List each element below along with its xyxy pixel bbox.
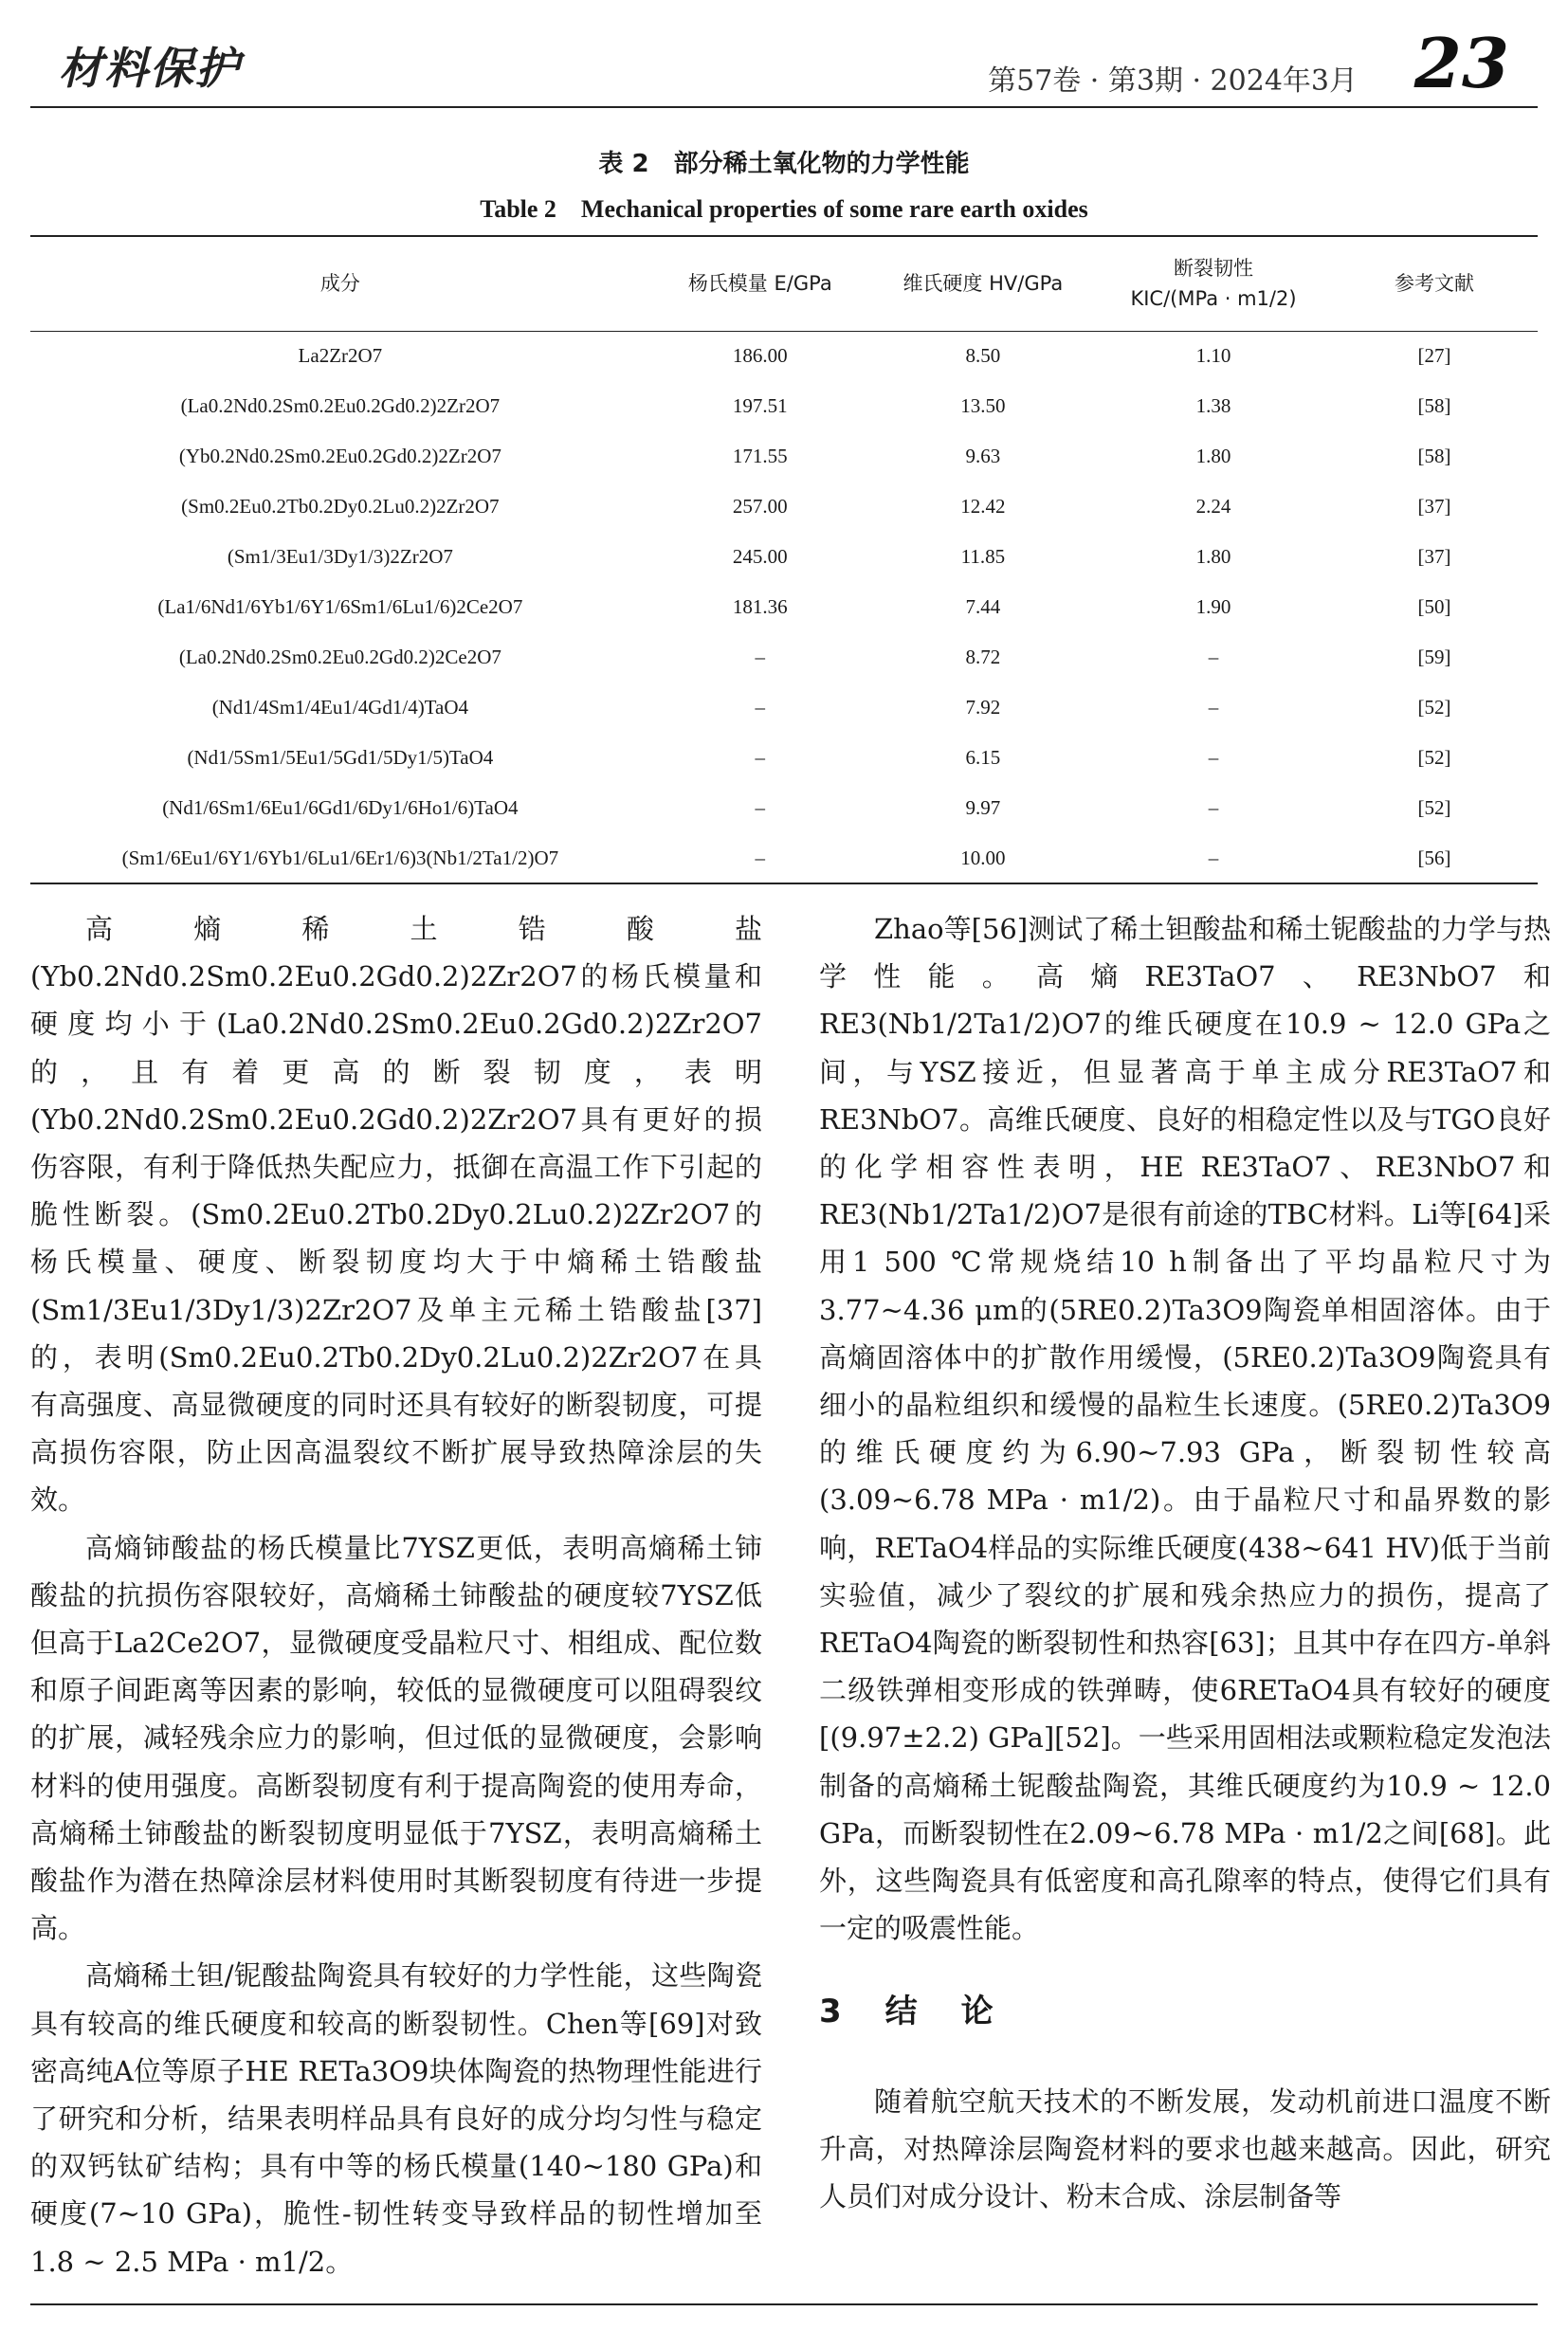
table-caption-en: Table 2 Mechanical properties of some rare earth oxides [480, 195, 1088, 223]
header-youngs-modulus: 杨氏模量 E/GPa [650, 236, 870, 331]
table-row [30, 381, 1538, 431]
cell-vickers-hardness: 9.63 [965, 445, 1001, 467]
cell-reference: [56] [1331, 833, 1538, 883]
right-column [819, 905, 1551, 2220]
cell-fracture-toughness: 2.24 [1195, 495, 1231, 518]
cell-youngs-modulus: 197.51 [732, 394, 788, 417]
table-header-row [30, 236, 1538, 331]
header-rule [30, 106, 1538, 108]
table-row [30, 331, 1538, 381]
cell-fracture-toughness: – [1208, 646, 1219, 668]
cell-youngs-modulus: – [755, 646, 765, 668]
paragraph: 高熵稀土锆酸盐(Yb0.2Nd0.2Sm0.2Eu0.2Gd0.2)2Zr2O7的杨氏模量和硬度均小于(La0.2Nd0.2Sm0.2Eu0.2Gd0.2)2Zr2O7的，且有着更高的断裂韧度，表明(Yb0.2Nd0.2Sm0.2Eu0.2Gd0.2)2Zr2O7具有更好的损伤容限，有利于降低热失配应力，抵御在高温工作下引起的脆性断裂。(Sm0.2Eu0.2Tb0.2Dy0.2Lu0.2)2Zr2O7的杨氏模量、硬度、断裂韧度均大于中熵稀土锆酸盐(Sm1/3Eu1/3Dy1/3)2Zr2O7及单主元稀土锆酸盐[37]的，表明(Sm0.2Eu0.2Tb0.2Dy0.2Lu0.2)2Zr2O7在具有高强度、高显微硬度的同时还具有较好的断裂韧度，可提高损伤容限，防止因高温裂纹不断扩展导致热障涂层的失效。 [30, 913, 762, 1517]
table-row [30, 833, 1538, 883]
cell-vickers-hardness: 13.50 [960, 394, 1006, 417]
header-fracture-toughness [1096, 236, 1331, 331]
cell-composition: (La0.2Nd0.2Sm0.2Eu0.2Gd0.2)2Ce2O7 [178, 646, 501, 668]
cell-youngs-modulus: 186.00 [732, 344, 788, 368]
left-column [30, 905, 762, 2285]
cell-fracture-toughness: – [1096, 833, 1331, 883]
cell-reference: [37] [1417, 545, 1451, 568]
cell-vickers-hardness: 7.44 [965, 595, 1001, 618]
table-row [30, 482, 1538, 532]
cell-fracture-toughness: – [1208, 796, 1219, 819]
cell-fracture-toughness: 1.90 [1195, 595, 1231, 618]
cell-composition: (Nd1/4Sm1/4Eu1/4Gd1/4)TaO4 [211, 696, 469, 719]
cell-reference: [37] [1417, 495, 1451, 518]
cell-fracture-toughness: – [1208, 746, 1219, 769]
cell-reference: [27] [1417, 344, 1451, 368]
cell-vickers-hardness: 8.72 [965, 646, 1001, 668]
cell-fracture-toughness: 1.80 [1195, 545, 1231, 568]
page-header [30, 21, 1538, 103]
paragraph: Zhao等[56]测试了稀土钽酸盐和稀土铌酸盐的力学与热学性能。高熵RE3TaO7、RE3NbO7和RE3(Nb1/2Ta1/2)O7的维氏硬度在10.9 ~ 12.0 GPa之间，与YSZ接近，但显著高于单主成分RE3TaO7和RE3NbO7。高维氏硬度、良好的相稳定性以及与TGO良好的化学相容性表明，HE RE3TaO7、RE3NbO7和RE3(Nb1/2Ta1/2)O7是很有前途的TBC材料。Li等[64]采用1 500 ℃常规烧结10 h制备出了平均晶粒尺寸为3.77~4.36 μm的(5RE0.2)Ta3O9陶瓷单相固溶体。由于高熵固溶体中的扩散作用缓慢，(5RE0.2)Ta3O9陶瓷具有细小的晶粒组织和缓慢的晶粒生长速度。(5RE0.2)Ta3O9的维氏硬度约为6.90~7.93 GPa，断裂韧性较高(3.09~6.78 MPa · m1/2)。由于晶粒尺寸和晶界数的影响，RETaO4样品的实际维氏硬度(438~641 HV)低于当前实验值，减少了裂纹的扩展和残余热应力的损伤，提高了RETaO4陶瓷的断裂韧性和热容[63]；且其中存在四方-单斜二级铁弹相变形成的铁弹畴，使6RETaO4具有较好的硬度[(9.97±2.2) GPa][52]。一些采用固相法或颗粒稳定发泡法制备的高熵稀土铌酸盐陶瓷，其维氏硬度约为10.9 ~ 12.0 GPa，而断裂韧性在2.09~6.78 MPa · m1/2之间[68]。此外，这些陶瓷具有低密度和高孔隙率的特点，使得它们具有一定的吸震性能。 [819, 913, 1551, 1945]
table-row [30, 632, 1538, 683]
cell-youngs-modulus: – [755, 796, 765, 819]
page-number: 23 [1413, 23, 1509, 103]
cell-youngs-modulus: 181.36 [732, 595, 788, 618]
cell-youngs-modulus: – [755, 746, 765, 769]
cell-fracture-toughness: 1.38 [1195, 394, 1231, 417]
cell-vickers-hardness: 12.42 [960, 495, 1006, 518]
cell-reference: [58] [1417, 394, 1451, 417]
header-composition: 成分 [30, 236, 650, 331]
cell-composition: (Sm0.2Eu0.2Tb0.2Dy0.2Lu0.2)2Zr2O7 [181, 495, 500, 518]
header-fracture-toughness-label: 断裂韧性 [1174, 257, 1253, 281]
cell-reference: [58] [1417, 445, 1451, 467]
table-row [30, 532, 1538, 582]
header-reference: 参考文献 [1331, 236, 1538, 331]
section-title: 3 结 论 [819, 1993, 999, 2031]
cell-vickers-hardness: 11.85 [960, 545, 1006, 568]
table-row [30, 783, 1538, 833]
cell-youngs-modulus: 171.55 [732, 445, 788, 467]
cell-composition: (Sm1/6Eu1/6Y1/6Yb1/6Lu1/6Er1/6)3(Nb1/2Ta1/2)O7 [30, 833, 650, 883]
header-fracture-toughness-unit: KIC/(MPa · m1/2) [1130, 287, 1297, 311]
cell-composition: (Nd1/6Sm1/6Eu1/6Gd1/6Dy1/6Ho1/6)TaO4 [162, 796, 519, 819]
cell-vickers-hardness: 10.00 [870, 833, 1096, 883]
cell-vickers-hardness: 6.15 [965, 746, 1001, 769]
cell-youngs-modulus: – [650, 833, 870, 883]
cell-composition: La2Zr2O7 [298, 344, 383, 368]
table-row [30, 733, 1538, 783]
paragraph: 随着航空航天技术的不断发展，发动机前进口温度不断升高，对热障涂层陶瓷材料的要求也越来越高。因此，研究人员们对成分设计、粉末合成、涂层制备等 [819, 2084, 1551, 2213]
paragraph: 高熵铈酸盐的杨氏模量比7YSZ更低，表明高熵稀土铈酸盐的抗损伤容限较好，高熵稀土铈酸盐的硬度较7YSZ低但高于La2Ce2O7，显微硬度受晶粒尺寸、相组成、配位数和原子间距离等因素的影响，较低的显微硬度可以阻碍裂纹的扩展，减轻残余应力的影响，但过低的显微硬度，会影响材料的使用强度。高断裂韧度有利于提高陶瓷的使用寿命，高熵稀土铈酸盐的断裂韧度明显低于7YSZ，表明高熵稀土酸盐作为潜在热障涂层材料使用时其断裂韧度有待进一步提高。 [30, 1531, 762, 1945]
footer-rule [30, 2303, 1538, 2305]
cell-vickers-hardness: 8.50 [965, 344, 1001, 368]
cell-reference: [50] [1417, 595, 1451, 618]
cell-vickers-hardness: 9.97 [965, 796, 1001, 819]
cell-reference: [52] [1417, 796, 1451, 819]
cell-fracture-toughness: – [1208, 696, 1219, 719]
cell-vickers-hardness: 7.92 [965, 696, 1001, 719]
cell-youngs-modulus: 257.00 [732, 495, 788, 518]
cell-fracture-toughness: 1.10 [1195, 344, 1231, 368]
cell-composition: (Nd1/5Sm1/5Eu1/5Gd1/5Dy1/5)TaO4 [187, 746, 494, 769]
cell-composition: (La0.2Nd0.2Sm0.2Eu0.2Gd0.2)2Zr2O7 [180, 394, 501, 417]
mechanical-properties-table [30, 235, 1538, 884]
paragraph: 高熵稀土钽/铌酸盐陶瓷具有较好的力学性能，这些陶瓷具有较高的维氏硬度和较高的断裂韧性。Chen等[69]对致密高纯A位等原子HE RETa3O9块体陶瓷的热物理性能进行了研究和分析，结果表明样品具有良好的成分均匀性与稳定的双钙钛矿结构；具有中等的杨氏模量(140~180 GPa)和硬度(7~10 GPa)，脆性-韧性转变导致样品的韧性增加至1.8 ~ 2.5 MPa · m1/2。 [30, 1959, 762, 2278]
cell-fracture-toughness: 1.80 [1195, 445, 1231, 467]
cell-reference: [52] [1417, 746, 1451, 769]
issue-info: 第57卷 · 第3期 · 2024年3月 [988, 64, 1358, 98]
cell-youngs-modulus: – [755, 696, 765, 719]
table-row [30, 431, 1538, 482]
cell-composition: (Yb0.2Nd0.2Sm0.2Eu0.2Gd0.2)2Zr2O7 [178, 445, 501, 467]
cell-youngs-modulus: 245.00 [732, 545, 788, 568]
cell-reference: [52] [1417, 696, 1451, 719]
header-vickers-hardness: 维氏硬度 HV/GPa [870, 236, 1096, 331]
cell-composition: (Sm1/3Eu1/3Dy1/3)2Zr2O7 [227, 545, 453, 568]
table-row [30, 582, 1538, 632]
cell-reference: [59] [1417, 646, 1451, 668]
cell-composition: (La1/6Nd1/6Yb1/6Y1/6Sm1/6Lu1/6)2Ce2O7 [157, 595, 523, 618]
table-caption-cn: 表 2 部分稀土氧化物的力学性能 [598, 150, 970, 178]
journal-logo: 材料保护 [59, 43, 241, 94]
table-row [30, 683, 1538, 733]
